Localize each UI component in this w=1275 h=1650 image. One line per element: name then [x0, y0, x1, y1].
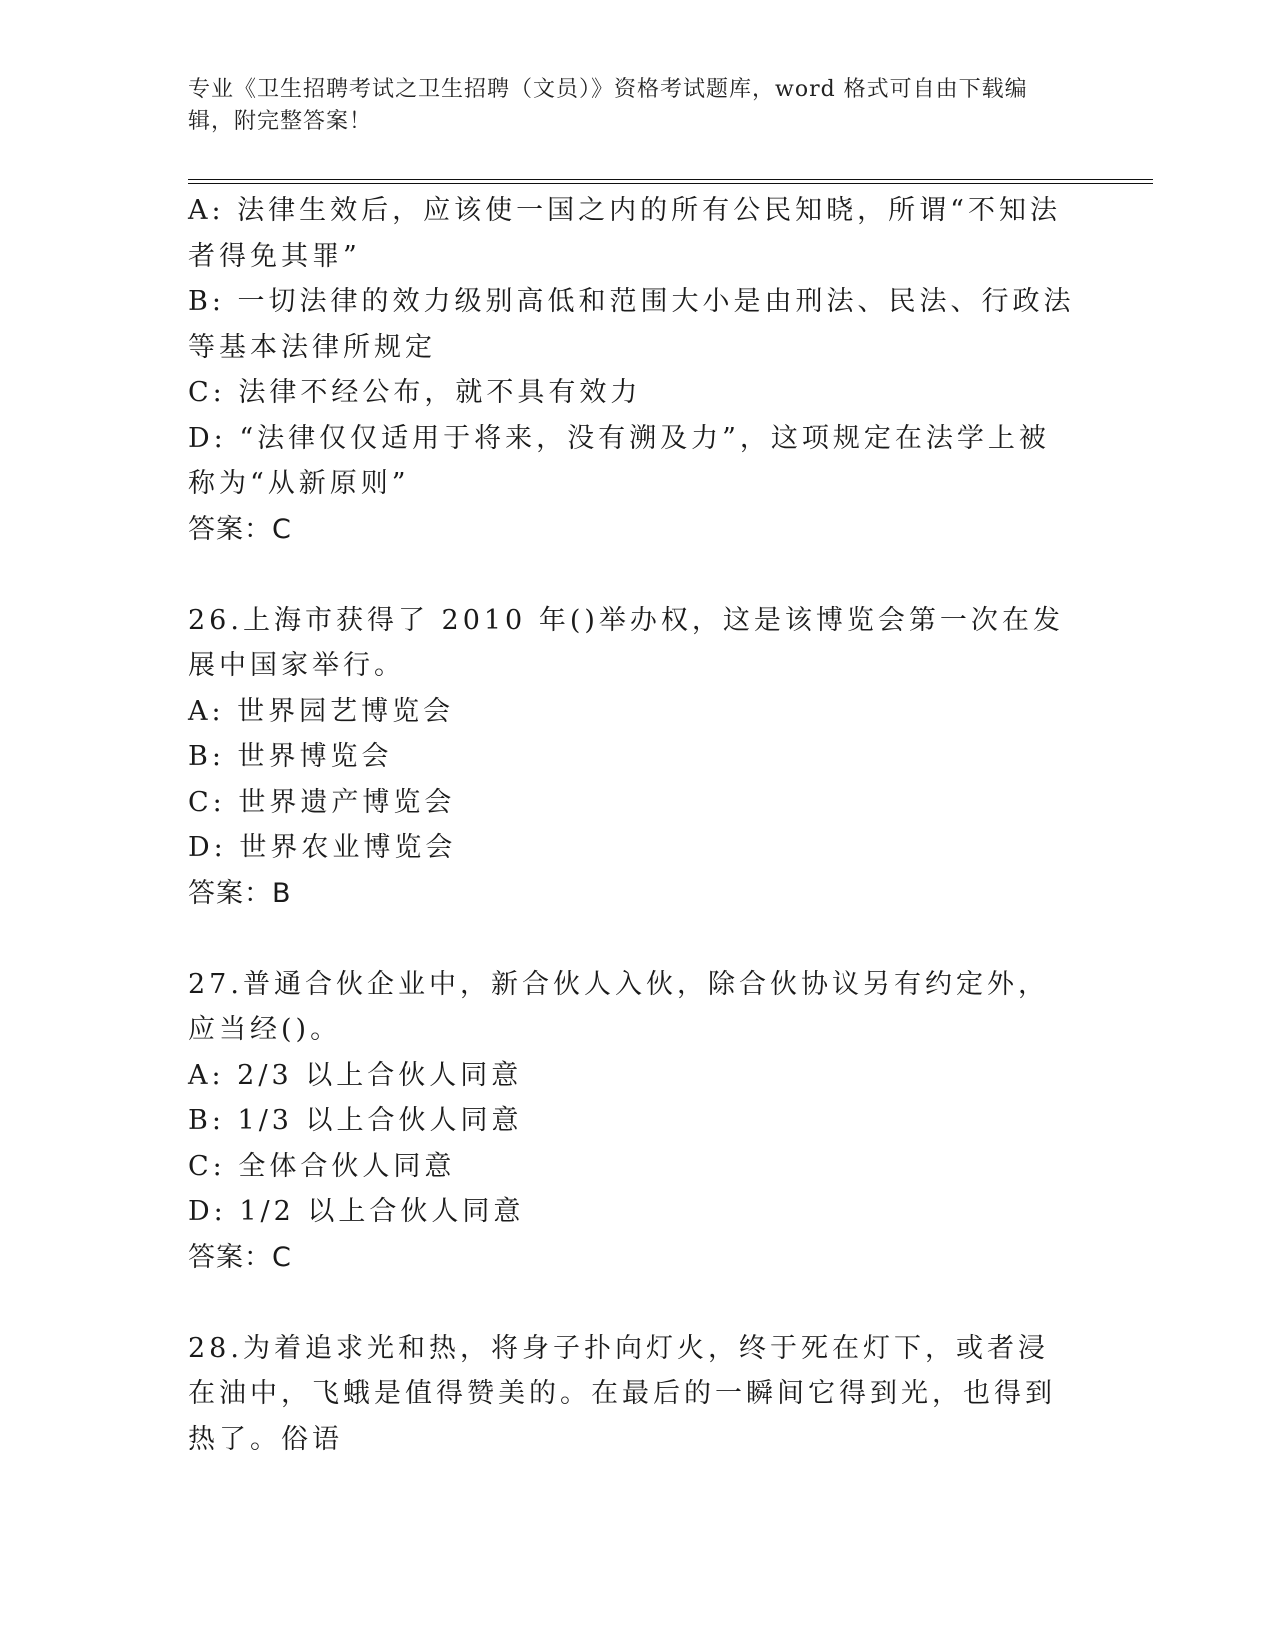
spacer [188, 1280, 1078, 1326]
question-block [188, 962, 1078, 1281]
question-list [188, 188, 1078, 1462]
answer-text: 答案：B [188, 877, 292, 909]
spacer [188, 916, 1078, 962]
header-divider [188, 179, 1153, 184]
spacer [188, 552, 1078, 598]
question-block [188, 1326, 1078, 1463]
option-b: B: 1/3 以上合伙人同意 [188, 1105, 523, 1136]
option-d: D: 1/2 以上合伙人同意 [188, 1196, 525, 1227]
question-stem: 27.普通合伙企业中，新合伙人入伙，除合伙协议另有约定外，应当经()。 [188, 968, 1049, 1045]
question-stem: 28.为着追求光和热，将身子扑向灯火，终于死在灯下，或者浸在油中，飞蛾是值得赞美的。在最后的一瞬间它得到光，也得到热了。俗语 [188, 1332, 1056, 1455]
option-d: D: “法律仅仅适用于将来，没有溯及力”，这项规定在法学上被称为“从新原则” [188, 422, 1050, 499]
option-a: A: 世界园艺博览会 [188, 695, 455, 727]
option-c: C: 法律不经公布，就不具有效力 [188, 377, 642, 408]
document-header: 专业《卫生招聘考试之卫生招聘（文员）》资格考试题库，word 格式可自由下载编辑，附完整答案！ [188, 77, 1028, 134]
answer-text: 答案：C [188, 513, 292, 545]
option-b: B: 一切法律的效力级别高低和范围大小是由刑法、民法、行政法等基本法律所规定 [188, 286, 1075, 363]
option-c: C: 世界遗产博览会 [188, 786, 456, 818]
question-block [188, 188, 1078, 552]
question-stem: 26.上海市获得了 2010 年()举办权，这是该博览会第一次在发展中国家举行。 [188, 604, 1064, 681]
option-b: B: 世界博览会 [188, 741, 393, 772]
question-block [188, 598, 1078, 917]
option-c: C: 全体合伙人同意 [188, 1150, 456, 1182]
answer-text: 答案：C [188, 1241, 292, 1273]
option-d: D: 世界农业博览会 [188, 832, 457, 863]
option-a: A: 2/3 以上合伙人同意 [188, 1059, 523, 1091]
option-a: A: 法律生效后，应该使一国之内的所有公民知晓，所谓“不知法者得免其罪” [188, 195, 1061, 272]
